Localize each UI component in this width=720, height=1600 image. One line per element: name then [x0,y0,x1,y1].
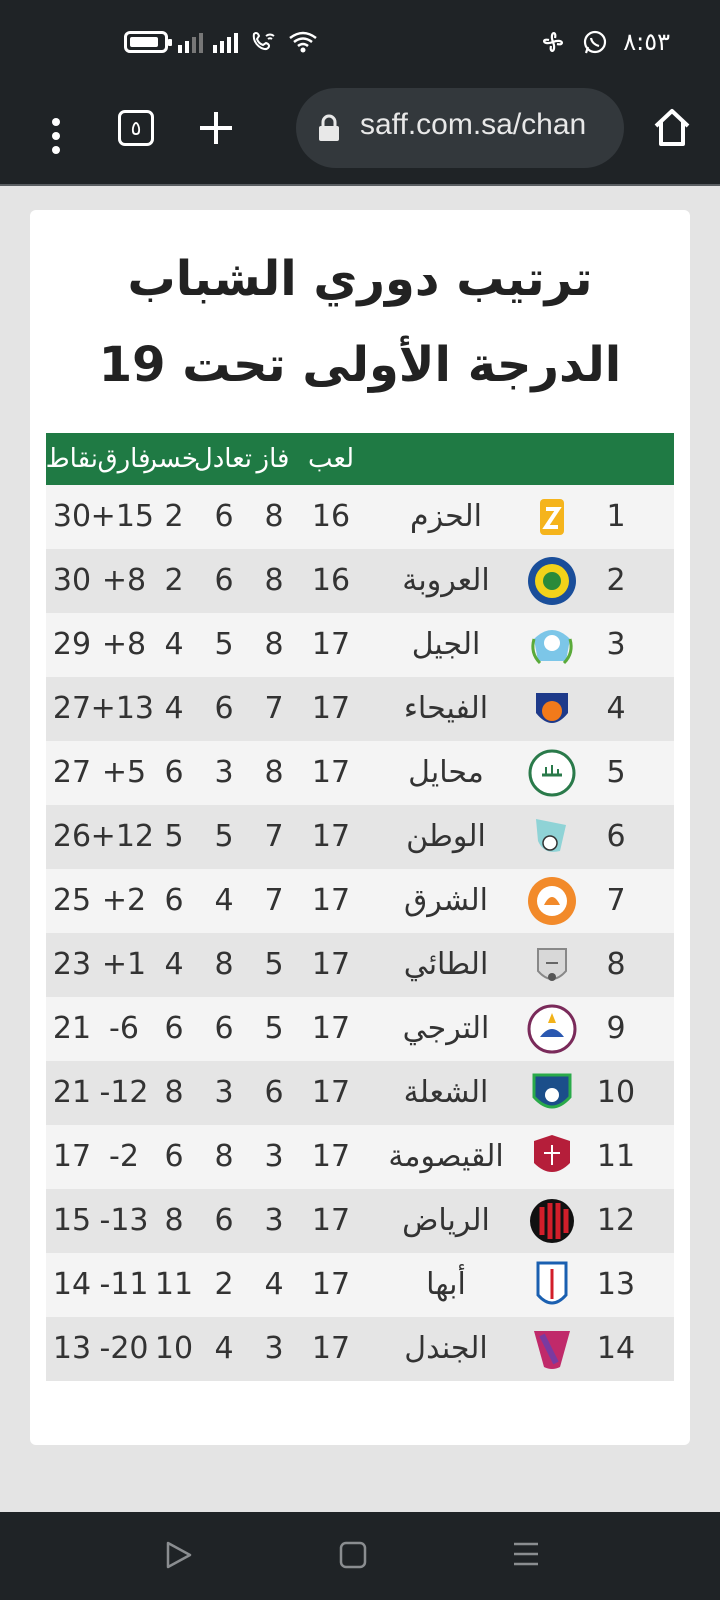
goal-difference: 13+ [90,691,154,726]
status-bar [0,0,720,88]
table-row [46,869,674,933]
goal-difference: 8+ [101,627,147,662]
team-points: 30 [52,563,92,598]
table-row [46,741,674,805]
team-points: 17 [52,1139,92,1174]
header-goal-diff: فارق [97,444,151,474]
matches-played: 17 [311,883,351,918]
matches-won: 7 [264,819,284,854]
matches-played: 17 [311,947,351,982]
team-rank: 8 [606,947,626,982]
matches-played: 17 [311,1203,351,1238]
abha-logo [522,1259,582,1311]
table-row [46,485,674,549]
team-name[interactable]: الطائي [403,947,489,982]
browser-toolbar [0,88,720,184]
table-row [46,613,674,677]
team-rank: 4 [606,691,626,726]
team-name[interactable]: الرياض [402,1203,490,1238]
matches-won: 8 [264,499,284,534]
team-name[interactable]: القيصومة [388,1139,504,1174]
status-icons-right [539,28,670,56]
matches-drawn: 2 [214,1267,234,1302]
matches-won: 5 [264,1011,284,1046]
matches-lost: 8 [164,1203,184,1238]
home-icon[interactable] [652,106,692,148]
team-name[interactable]: العروبة [402,563,490,598]
matches-won: 8 [264,563,284,598]
team-rank: 7 [606,883,626,918]
address-bar[interactable] [296,88,624,168]
fan-icon [539,28,567,56]
team-rank: 13 [596,1267,636,1302]
team-points: 29 [52,627,92,662]
table-row [46,1253,674,1317]
muhayil-logo [522,747,582,799]
tab-switcher-button[interactable]: ٥ [118,110,154,146]
whatsapp-icon [581,28,609,56]
matches-lost: 4 [164,627,184,662]
goal-difference: 15+ [90,499,154,534]
header-points: نقاط [45,444,98,474]
team-name[interactable]: أبها [426,1267,466,1302]
matches-won: 4 [264,1267,284,1302]
lock-icon [318,114,340,142]
toolbar-divider [0,184,720,186]
matches-drawn: 6 [214,563,234,598]
url-text: saff.com.sa/chan [360,108,587,141]
aljandal-logo [522,1323,582,1375]
matches-lost: 6 [164,1139,184,1174]
status-time: ٨:٥٣ [623,28,670,56]
header-drawn: تعادل [193,444,252,474]
team-name[interactable]: الوطن [406,819,486,854]
matches-won: 3 [264,1331,284,1366]
matches-lost: 11 [154,1267,194,1302]
goal-difference: 12+ [90,819,154,854]
matches-lost: 2 [164,499,184,534]
team-name[interactable]: الجيل [411,627,481,662]
altai-logo [522,939,582,991]
alorobah-logo [522,555,582,607]
matches-drawn: 4 [214,883,234,918]
team-points: 13 [52,1331,92,1366]
team-points: 14 [52,1267,92,1302]
alriyadh-logo [522,1195,582,1247]
goal-difference: 11- [99,1267,149,1302]
matches-played: 17 [311,1267,351,1302]
signal-strength-2-icon [213,31,238,53]
matches-won: 7 [264,883,284,918]
header-lost: خسر [144,444,198,474]
matches-played: 17 [311,755,351,790]
table-row [46,933,674,997]
matches-won: 3 [264,1203,284,1238]
wifi-icon [288,30,318,54]
goal-difference: 20- [99,1331,149,1366]
matches-lost: 5 [164,819,184,854]
team-name[interactable]: الشعلة [403,1075,489,1110]
team-points: 30 [52,499,92,534]
matches-lost: 6 [164,755,184,790]
matches-won: 6 [264,1075,284,1110]
table-row [46,1061,674,1125]
table-row [46,1125,674,1189]
matches-lost: 4 [164,691,184,726]
matches-won: 5 [264,947,284,982]
team-rank: 1 [606,499,626,534]
team-name[interactable]: الشرق [403,883,489,918]
matches-drawn: 3 [214,755,234,790]
table-row [46,805,674,869]
matches-played: 17 [311,1011,351,1046]
matches-drawn: 6 [214,691,234,726]
table-header [46,433,674,485]
team-name[interactable]: الحزم [410,499,482,534]
matches-lost: 6 [164,883,184,918]
matches-lost: 8 [164,1075,184,1110]
team-name[interactable]: الجندل [404,1331,488,1366]
matches-drawn: 6 [214,499,234,534]
table-body [46,485,674,1381]
matches-drawn: 5 [214,627,234,662]
matches-drawn: 8 [214,947,234,982]
matches-played: 17 [311,691,351,726]
matches-drawn: 6 [214,1203,234,1238]
matches-drawn: 8 [214,1139,234,1174]
home-square-icon[interactable] [338,1540,368,1570]
recent-apps-icon[interactable] [510,1538,542,1570]
team-points: 27 [52,755,92,790]
alwatan-logo [522,811,582,863]
header-played: لعب [308,444,354,474]
team-rank: 12 [596,1203,636,1238]
team-rank: 14 [596,1331,636,1366]
alhazm-logo [522,491,582,543]
matches-drawn: 6 [214,1011,234,1046]
standings-table [46,433,674,1381]
matches-played: 17 [311,627,351,662]
team-points: 21 [52,1075,92,1110]
goal-difference: 12- [99,1075,149,1110]
team-rank: 11 [596,1139,636,1174]
team-rank: 6 [606,819,626,854]
alshoulla-logo [522,1067,582,1119]
team-points: 21 [52,1011,92,1046]
back-triangle-icon[interactable] [164,1540,194,1570]
team-name[interactable]: محايل [408,755,484,790]
team-points: 26 [52,819,92,854]
matches-played: 16 [311,499,351,534]
team-rank: 10 [596,1075,636,1110]
team-rank: 9 [606,1011,626,1046]
goal-difference: 1+ [101,947,147,982]
matches-played: 17 [311,1139,351,1174]
signal-strength-icon [178,31,203,53]
matches-lost: 10 [154,1331,194,1366]
status-icons-left [124,30,318,54]
team-rank: 5 [606,755,626,790]
more-menu-icon[interactable] [44,110,68,158]
content-card [30,210,690,1445]
goal-difference: 2+ [101,883,147,918]
matches-won: 8 [264,627,284,662]
team-points: 25 [52,883,92,918]
matches-played: 17 [311,1075,351,1110]
matches-played: 17 [311,819,351,854]
matches-played: 17 [311,1331,351,1366]
matches-lost: 4 [164,947,184,982]
matches-lost: 6 [164,1011,184,1046]
matches-drawn: 3 [214,1075,234,1110]
goal-difference: 13- [99,1203,149,1238]
table-row [46,677,674,741]
matches-won: 3 [264,1139,284,1174]
team-points: 27 [52,691,92,726]
table-row [46,997,674,1061]
header-won: فاز [256,444,290,474]
alsharq-logo [522,875,582,927]
system-nav-bar [0,1512,720,1600]
goal-difference: 2- [109,1139,139,1174]
matches-drawn: 5 [214,819,234,854]
aljeel-logo [522,619,582,671]
team-points: 23 [52,947,92,982]
goal-difference: 5+ [101,755,147,790]
goal-difference: 8+ [101,563,147,598]
new-tab-icon[interactable] [196,108,236,148]
matches-won: 7 [264,691,284,726]
battery-icon [124,31,168,53]
page-title: ترتيب دوري الشباب الدرجة الأولى تحت 19 [98,251,622,393]
matches-drawn: 4 [214,1331,234,1366]
matches-won: 8 [264,755,284,790]
team-name[interactable]: الترجي [402,1011,490,1046]
table-row [46,549,674,613]
alfayha-logo [522,683,582,735]
altaraji-logo [522,1003,582,1055]
team-name[interactable]: الفيحاء [403,691,489,726]
wifi-calling-icon [248,30,278,54]
team-points: 15 [52,1203,92,1238]
team-rank: 3 [606,627,626,662]
matches-played: 16 [311,563,351,598]
goal-difference: 6- [109,1011,139,1046]
matches-lost: 2 [164,563,184,598]
team-rank: 2 [606,563,626,598]
table-row [46,1317,674,1381]
alqaisumah-logo [522,1131,582,1183]
table-row [46,1189,674,1253]
